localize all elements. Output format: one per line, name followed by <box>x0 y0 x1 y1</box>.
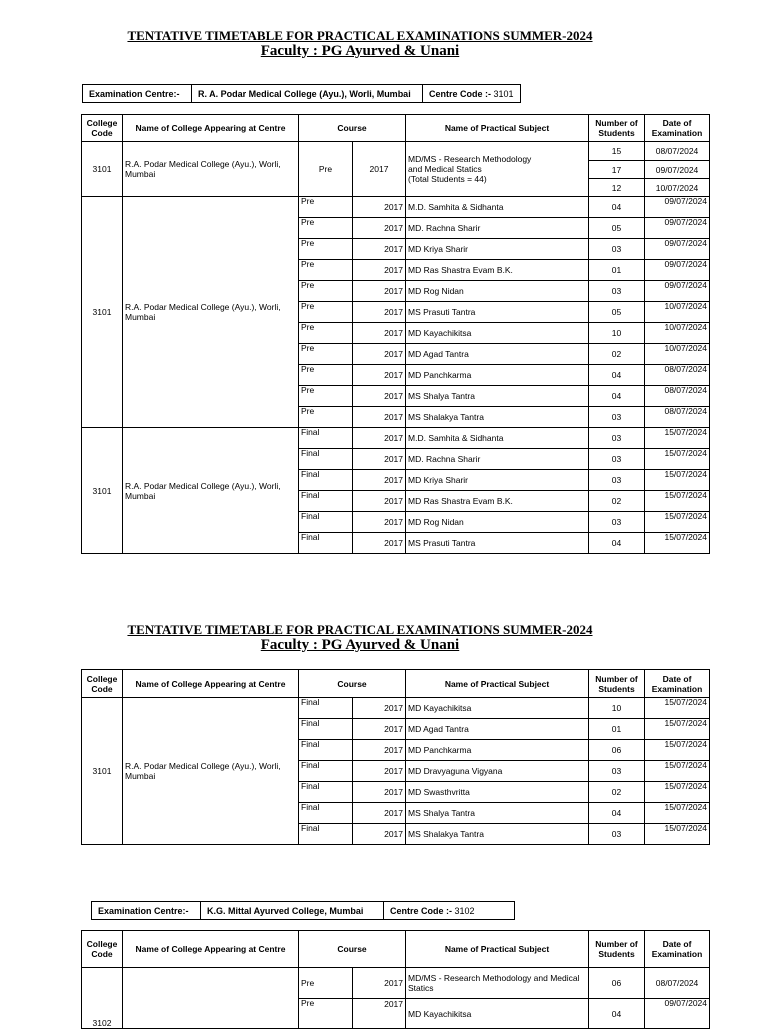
students: 04 <box>589 803 645 824</box>
subject: MD Agad Tantra <box>406 719 589 740</box>
exam-date: 15/07/2024 <box>645 740 710 761</box>
exam-date: 15/07/2024 <box>645 470 710 491</box>
subject: MD Ras Shastra Evam B.K. <box>406 260 589 281</box>
course-year: 2017 <box>353 740 406 761</box>
college-code: 3101 <box>82 428 123 554</box>
course-level: Final <box>299 782 353 803</box>
students: 03 <box>589 824 645 845</box>
exam-date: 10/07/2024 <box>645 323 710 344</box>
page-title: TENTATIVE TIMETABLE FOR PRACTICAL EXAMINATIONS SUMMER-2024 <box>127 28 593 43</box>
subject: MD Kayachikitsa <box>406 698 589 719</box>
course-year: 2017 <box>353 218 406 239</box>
course-year: 2017 <box>353 302 406 323</box>
course-level: Pre <box>299 365 353 386</box>
centre-code: Centre Code :- 3101 <box>423 85 521 103</box>
students: 04 <box>589 533 645 554</box>
subject: M.D. Samhita & Sidhanta <box>406 197 589 218</box>
course-level: Pre <box>299 260 353 281</box>
subject: MS Shalakya Tantra <box>406 824 589 845</box>
header-subject: Name of Practical Subject <box>406 670 589 698</box>
students: 06 <box>589 740 645 761</box>
course-year: 2017 <box>353 407 406 428</box>
course-year: 2017 <box>353 533 406 554</box>
exam-date: 08/07/2024 <box>645 386 710 407</box>
header-college-name: Name of College Appearing at Centre <box>123 931 299 968</box>
exam-date: 09/07/2024 <box>645 161 710 179</box>
students: 04 <box>589 386 645 407</box>
college-code: 3101 <box>82 197 123 428</box>
exam-date: 15/07/2024 <box>645 428 710 449</box>
students: 06 <box>589 968 645 999</box>
subject: MS Shalya Tantra <box>406 386 589 407</box>
faculty-title: Faculty : PG Ayurved & Unani <box>260 637 460 653</box>
course-level: Pre <box>299 386 353 407</box>
header-students: Number of Students <box>589 670 645 698</box>
header-college-code: College Code <box>82 115 123 142</box>
timetable-1 <box>81 114 710 554</box>
subject: MS Prasuti Tantra <box>406 533 589 554</box>
exam-date: 10/07/2024 <box>645 302 710 323</box>
course-level: Pre <box>299 197 353 218</box>
students: 03 <box>589 281 645 302</box>
course-year: 2017 <box>353 719 406 740</box>
subject: M.D. Samhita & Sidhanta <box>406 428 589 449</box>
subject: MD/MS - Research Methodology and Medical Statics <box>406 968 589 999</box>
subject: MD/MS - Research Methodology and Medical Statics (Total Students = 44) <box>406 142 589 197</box>
course-year: 2017 <box>353 782 406 803</box>
subject: MD Kriya Sharir <box>406 470 589 491</box>
course-year: 2017 <box>353 698 406 719</box>
exam-date: 08/07/2024 <box>645 365 710 386</box>
exam-centre-label: Examination Centre:- <box>92 902 201 920</box>
subject: MS Shalakya Tantra <box>406 407 589 428</box>
header-college-code: College Code <box>82 931 123 968</box>
course-level: Pre <box>299 218 353 239</box>
course-year: 2017 <box>353 470 406 491</box>
course-year: 2017 <box>353 344 406 365</box>
course-level: Final <box>299 449 353 470</box>
exam-date: 09/07/2024 <box>645 218 710 239</box>
course-year: 2017 <box>353 323 406 344</box>
centre-code: Centre Code :- 3102 <box>384 902 515 920</box>
subject: MD Ras Shastra Evam B.K. <box>406 491 589 512</box>
students: 04 <box>589 999 645 1029</box>
header-course: Course <box>299 931 406 968</box>
students: 03 <box>589 470 645 491</box>
course-level: Final <box>299 761 353 782</box>
exam-date: 15/07/2024 <box>645 803 710 824</box>
college-code: 3101 <box>82 142 123 197</box>
students: 03 <box>589 449 645 470</box>
course-year: 2017 <box>353 142 406 197</box>
students: 03 <box>589 512 645 533</box>
college-code: 3101 <box>82 698 123 845</box>
course-level: Final <box>299 533 353 554</box>
course-year: 2017 <box>353 761 406 782</box>
subject: MD Agad Tantra <box>406 344 589 365</box>
subject: MD. Rachna Sharir <box>406 449 589 470</box>
exam-date: 15/07/2024 <box>645 491 710 512</box>
course-level: Final <box>299 512 353 533</box>
course-level: Pre <box>299 302 353 323</box>
table-row <box>82 197 710 218</box>
course-level: Final <box>299 740 353 761</box>
students: 04 <box>589 365 645 386</box>
course-year: 2017 <box>353 386 406 407</box>
course-level: Final <box>299 428 353 449</box>
course-level: Final <box>299 803 353 824</box>
course-level: Final <box>299 698 353 719</box>
course-year: 2017 <box>353 824 406 845</box>
students: 10 <box>589 323 645 344</box>
course-year: 2017 <box>353 491 406 512</box>
exam-centre-label: Examination Centre:- <box>83 85 192 103</box>
table-row <box>82 698 710 719</box>
subject: MD Swasthvritta <box>406 782 589 803</box>
exam-date: 15/07/2024 <box>645 782 710 803</box>
exam-date: 09/07/2024 <box>645 239 710 260</box>
exam-centre-name: R. A. Podar Medical College (Ayu.), Worli, Mumbai <box>192 85 423 103</box>
timetable-2 <box>81 669 710 845</box>
subject: MD Panchkarma <box>406 365 589 386</box>
exam-date: 10/07/2024 <box>645 344 710 365</box>
course-level: Pre <box>299 999 353 1029</box>
table-row <box>82 428 710 449</box>
header-course: Course <box>299 670 406 698</box>
exam-date: 08/07/2024 <box>645 142 710 161</box>
subject: MD Rog Nidan <box>406 512 589 533</box>
table-row <box>82 968 710 999</box>
students: 02 <box>589 344 645 365</box>
exam-date: 10/07/2024 <box>645 179 710 197</box>
exam-centre-box-2 <box>91 901 515 920</box>
subject: MD Panchkarma <box>406 740 589 761</box>
students: 05 <box>589 218 645 239</box>
course-year: 2017 <box>353 260 406 281</box>
students: 04 <box>589 197 645 218</box>
course-level: Final <box>299 824 353 845</box>
course-level: Final <box>299 470 353 491</box>
college-code: 3102 <box>82 968 123 1029</box>
course-level: Final <box>299 491 353 512</box>
students: 12 <box>589 179 645 197</box>
subject: MD Kayachikitsa <box>406 999 589 1029</box>
exam-date: 15/07/2024 <box>645 824 710 845</box>
exam-date: 15/07/2024 <box>645 449 710 470</box>
header-subject: Name of Practical Subject <box>406 115 589 142</box>
exam-date: 09/07/2024 <box>645 260 710 281</box>
course-year: 2017 <box>353 968 406 999</box>
exam-date: 09/07/2024 <box>645 999 710 1029</box>
header-students: Number of Students <box>589 931 645 968</box>
students: 15 <box>589 142 645 161</box>
course-year: 2017 <box>353 449 406 470</box>
timetable-3 <box>81 930 710 1029</box>
college-name: R.A. Podar Medical College (Ayu.), Worli, Mumbai <box>123 142 299 197</box>
header-college-name: Name of College Appearing at Centre <box>123 670 299 698</box>
header-course: Course <box>299 115 406 142</box>
exam-date: 09/07/2024 <box>645 281 710 302</box>
header-college-code: College Code <box>82 670 123 698</box>
subject: MD. Rachna Sharir <box>406 218 589 239</box>
subject: MS Shalya Tantra <box>406 803 589 824</box>
students: 03 <box>589 761 645 782</box>
exam-date: 08/07/2024 <box>645 968 710 999</box>
table-row <box>82 142 710 161</box>
course-year: 2017 <box>353 803 406 824</box>
course-level: Pre <box>299 281 353 302</box>
course-year: 2017 <box>353 999 406 1029</box>
exam-date: 09/07/2024 <box>645 197 710 218</box>
students: 03 <box>589 239 645 260</box>
students: 17 <box>589 161 645 179</box>
students: 03 <box>589 428 645 449</box>
exam-date: 15/07/2024 <box>645 512 710 533</box>
exam-date: 08/07/2024 <box>645 407 710 428</box>
students: 10 <box>589 698 645 719</box>
course-level: Pre <box>299 968 353 999</box>
course-level: Pre <box>299 407 353 428</box>
subject: MD Dravyaguna Vigyana <box>406 761 589 782</box>
subject: MD Rog Nidan <box>406 281 589 302</box>
course-year: 2017 <box>353 512 406 533</box>
header-subject: Name of Practical Subject <box>406 931 589 968</box>
exam-centre-name: K.G. Mittal Ayurved College, Mumbai <box>201 902 384 920</box>
course-level: Final <box>299 719 353 740</box>
exam-date: 15/07/2024 <box>645 533 710 554</box>
faculty-title: Faculty : PG Ayurved & Unani <box>260 43 460 59</box>
college-name: R.A. Podar Medical College (Ayu.), Worli, Mumbai <box>123 698 299 845</box>
students: 05 <box>589 302 645 323</box>
course-level: Pre <box>299 142 353 197</box>
students: 01 <box>589 260 645 281</box>
header-date: Date of Examination <box>645 931 710 968</box>
students: 03 <box>589 407 645 428</box>
header-date: Date of Examination <box>645 670 710 698</box>
students: 01 <box>589 719 645 740</box>
header-date: Date of Examination <box>645 115 710 142</box>
course-year: 2017 <box>353 239 406 260</box>
students: 02 <box>589 491 645 512</box>
exam-centre-box <box>82 84 521 103</box>
college-name <box>123 968 299 1029</box>
course-year: 2017 <box>353 365 406 386</box>
subject: MD Kayachikitsa <box>406 323 589 344</box>
page-title: TENTATIVE TIMETABLE FOR PRACTICAL EXAMINATIONS SUMMER-2024 <box>127 622 593 637</box>
college-name: R.A. Podar Medical College (Ayu.), Worli, Mumbai <box>123 428 299 554</box>
course-level: Pre <box>299 323 353 344</box>
course-year: 2017 <box>353 197 406 218</box>
exam-date: 15/07/2024 <box>645 698 710 719</box>
exam-date: 15/07/2024 <box>645 761 710 782</box>
subject: MD Kriya Sharir <box>406 239 589 260</box>
header-college-name: Name of College Appearing at Centre <box>123 115 299 142</box>
course-year: 2017 <box>353 428 406 449</box>
college-name: R.A. Podar Medical College (Ayu.), Worli, Mumbai <box>123 197 299 428</box>
course-level: Pre <box>299 344 353 365</box>
subject: MS Prasuti Tantra <box>406 302 589 323</box>
exam-date: 15/07/2024 <box>645 719 710 740</box>
course-year: 2017 <box>353 281 406 302</box>
course-level: Pre <box>299 239 353 260</box>
students: 02 <box>589 782 645 803</box>
header-students: Number of Students <box>589 115 645 142</box>
